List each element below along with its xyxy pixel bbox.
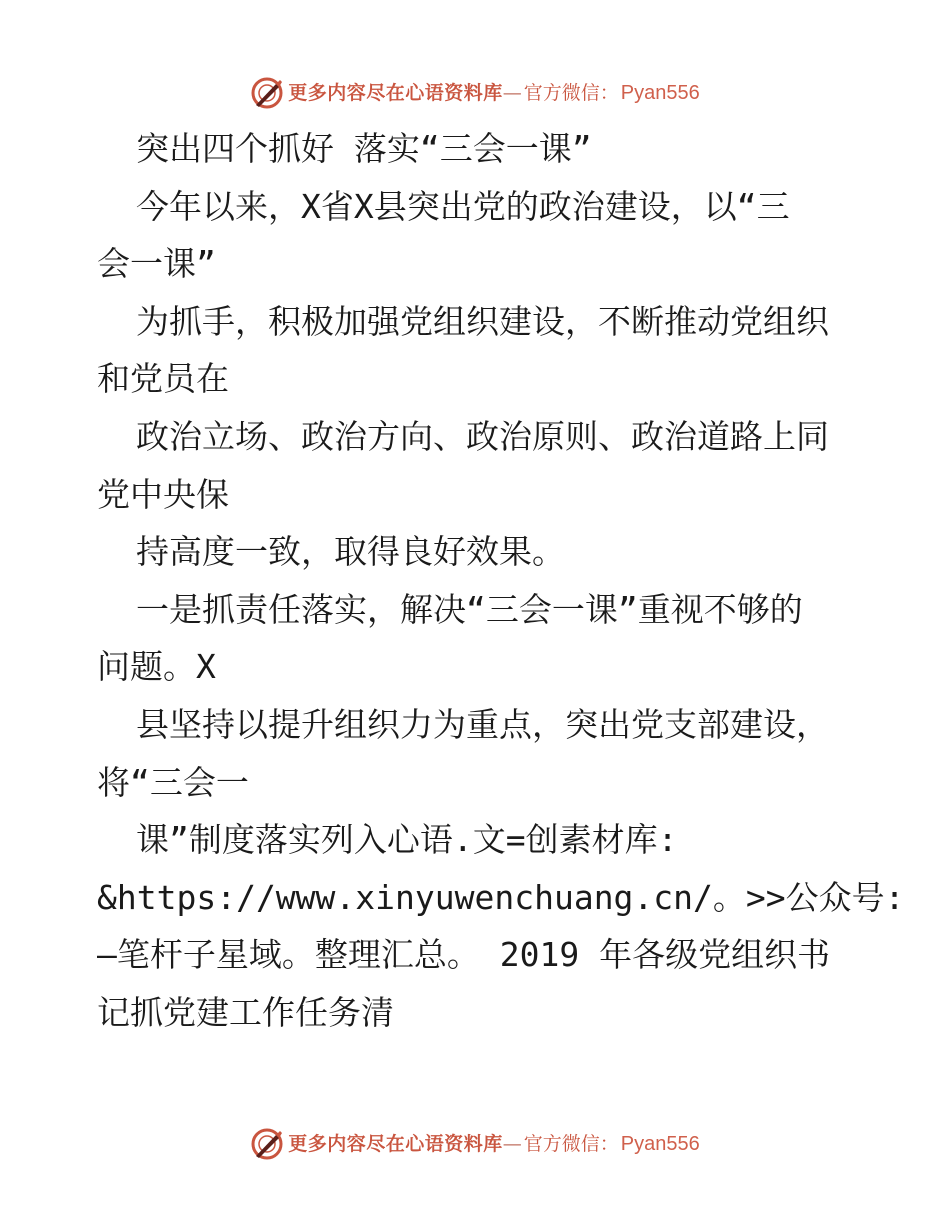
text-line: &https://www.xinyuwenchuang.cn/。>>公众号: bbox=[97, 877, 905, 917]
brush-logo-icon bbox=[250, 76, 284, 110]
text-line: —笔杆子星域。整理汇总。 2019 年各级党组织书 bbox=[97, 935, 831, 975]
header-watermark-banner bbox=[0, 76, 950, 110]
text-line: 政治立场、政治方向、政治原则、政治道路上同 bbox=[136, 416, 829, 456]
text-line: 今年以来，X省X县突出党的政治建设，以“三 bbox=[136, 186, 790, 226]
text-line: 课”制度落实列入心语.文=创素材库: bbox=[136, 820, 678, 860]
text-line: 党中央保 bbox=[97, 474, 229, 514]
banner-wechat-id: Pyan556 bbox=[620, 82, 700, 104]
document-body bbox=[97, 120, 905, 1042]
footer-watermark-banner bbox=[0, 1127, 950, 1161]
banner-wechat-label: 官方微信： bbox=[523, 82, 619, 104]
text-line: 一是抓责任落实，解决“三会一课”重视不够的 bbox=[136, 589, 803, 629]
text-line: 问题。X bbox=[97, 647, 216, 687]
text-line: 将“三会一 bbox=[97, 762, 249, 802]
text-line: 和党员在 bbox=[97, 359, 229, 399]
text-line: 为抓手，积极加强党组织建设，不断推动党组织 bbox=[136, 301, 829, 341]
document-title: 突出四个抓好 落实“三会一课” bbox=[136, 129, 592, 168]
banner-dash: — bbox=[502, 82, 522, 104]
banner-site-name: 更多内容尽在心语资料库 bbox=[288, 1133, 503, 1155]
banner-site-name: 更多内容尽在心语资料库 bbox=[288, 82, 503, 104]
text-line: 记抓党建工作任务清 bbox=[97, 992, 394, 1032]
banner-wechat-label: 官方微信： bbox=[523, 1133, 619, 1155]
text-line: 县坚持以提升组织力为重点，突出党支部建设， bbox=[136, 704, 829, 744]
banner-wechat-id: Pyan556 bbox=[620, 1133, 700, 1155]
banner-dash: — bbox=[502, 1133, 522, 1155]
text-line: 持高度一致，取得良好效果。 bbox=[136, 532, 565, 572]
brush-logo-icon bbox=[250, 1127, 284, 1161]
text-line: 会一课” bbox=[97, 244, 216, 284]
